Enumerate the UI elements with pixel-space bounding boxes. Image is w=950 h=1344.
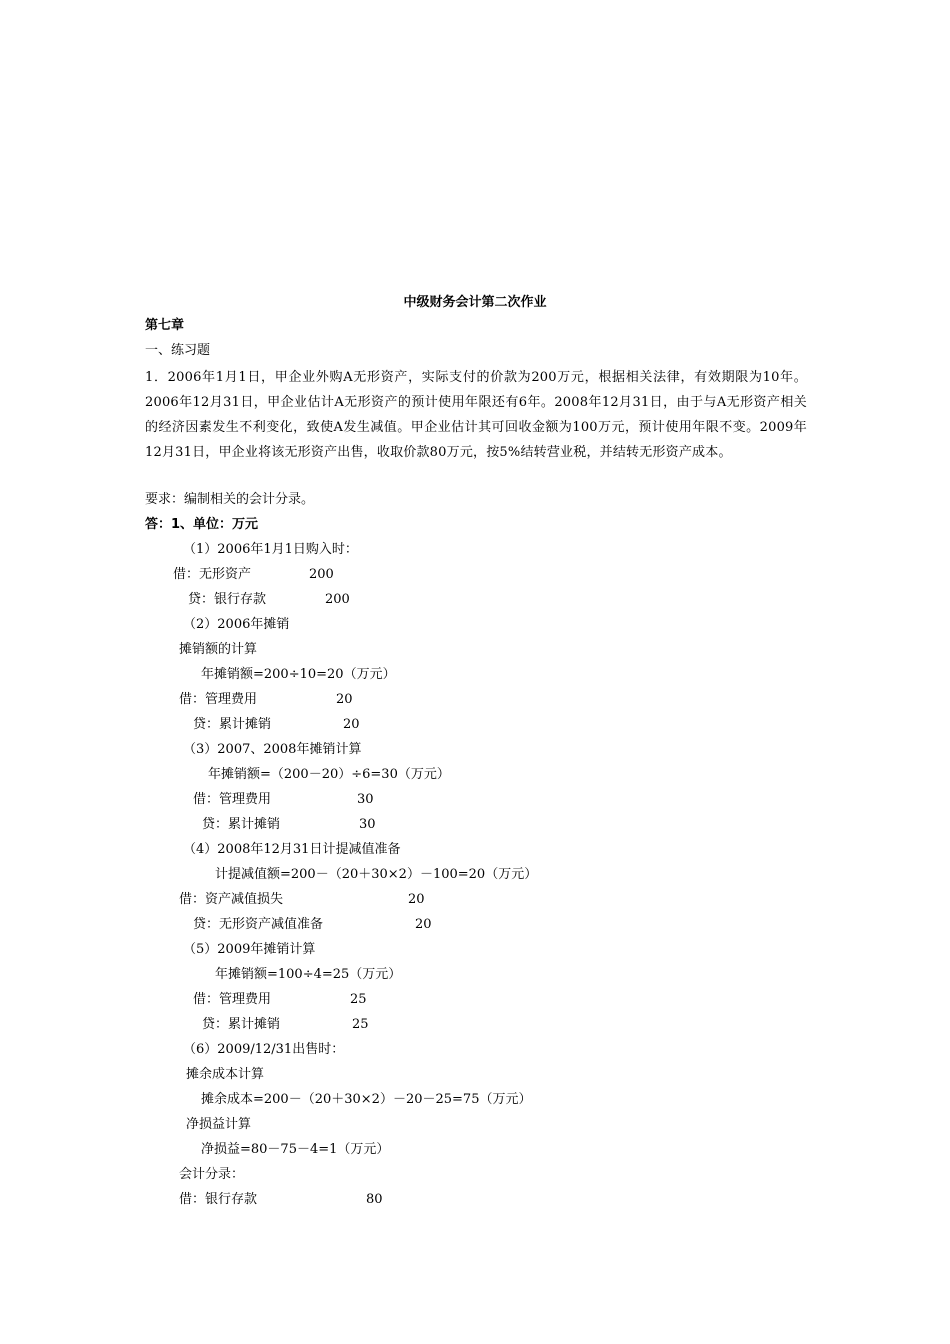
entry-line-9: （3）2007、2008年摊销计算 (183, 742, 362, 757)
entry-line-11: 借：管理费用 (193, 792, 272, 807)
entry-line-23: 摊余成本=200－（20＋30×2）－20－25=75（万元） (201, 1092, 532, 1107)
entry-line-3: 贷：银行存款 (188, 592, 267, 607)
entry-line-19: 借：管理费用 (193, 992, 272, 1007)
entry-line-25: 净损益=80－75－4=1（万元） (201, 1142, 390, 1157)
entry-amount-27: 80 (366, 1192, 383, 1207)
entry-line-21: （6）2009/12/31出售时： (183, 1042, 345, 1057)
entry-amount-3: 200 (325, 592, 350, 607)
entry-amount-20: 25 (352, 1017, 369, 1032)
document-title: 中级财务会计第二次作业 (403, 295, 547, 310)
entry-line-10: 年摊销额=（200－20）÷6=30（万元） (208, 767, 450, 782)
entry-line-18: 年摊销额=100÷4=25（万元） (215, 967, 402, 982)
entry-line-7: 借：管理费用 (179, 692, 258, 707)
entry-line-27: 借：银行存款 (179, 1192, 258, 1207)
entry-line-1: （1）2006年1月1日购入时： (183, 542, 358, 557)
entry-line-17: （5）2009年摊销计算 (183, 942, 316, 957)
entry-line-14: 计提减值额=200－（20＋30×2）－100=20（万元） (215, 867, 538, 882)
entry-amount-7: 20 (336, 692, 353, 707)
entry-amount-16: 20 (415, 917, 432, 932)
entry-line-4: （2）2006年摊销 (183, 617, 290, 632)
entry-line-5: 摊销额的计算 (179, 642, 258, 657)
entry-amount-11: 30 (357, 792, 374, 807)
entry-line-13: （4）2008年12月31日计提减值准备 (183, 842, 401, 857)
section-heading: 一、练习题 (145, 343, 211, 358)
entry-line-8: 贷：累计摊销 (193, 717, 272, 732)
requirement-text: 要求：编制相关的会计分录。 (145, 492, 315, 507)
entry-line-16: 贷：无形资产减值准备 (193, 917, 324, 932)
entry-amount-2: 200 (309, 567, 334, 582)
entry-line-15: 借：资产减值损失 (179, 892, 284, 907)
entry-line-22: 摊余成本计算 (186, 1067, 265, 1082)
chapter-heading: 第七章 (145, 318, 185, 333)
answer-heading: 答：1、单位：万元 (145, 517, 259, 532)
problem-text: 1．2006年1月1日，甲企业外购A无形资产，实际支付的价款为200万元，根据相关法律，有效期限为10年。2006年12月31日，甲企业估计A无形资产的预计使用年限还有6年。2008年12月31日，由于与A无形资产相关的经济因素发生不利变化，致使A发生减值。甲企业估计其可回收金额为100万元，预计使用年限不变。2009年12月31日，甲企业将该无形资产出售，收取价款80万元，按5%结转营业税，并结转无形资产成本。 (145, 370, 807, 460)
entry-line-24: 净损益计算 (186, 1117, 252, 1132)
entry-line-26: 会计分录： (179, 1167, 245, 1182)
entry-amount-8: 20 (343, 717, 360, 732)
entry-line-20: 贷：累计摊销 (202, 1017, 281, 1032)
entry-amount-12: 30 (359, 817, 376, 832)
entry-line-2: 借：无形资产 (173, 567, 252, 582)
entry-amount-19: 25 (350, 992, 367, 1007)
entry-amount-15: 20 (408, 892, 425, 907)
entry-line-12: 贷：累计摊销 (202, 817, 281, 832)
entry-line-6: 年摊销额=200÷10=20（万元） (201, 667, 396, 682)
